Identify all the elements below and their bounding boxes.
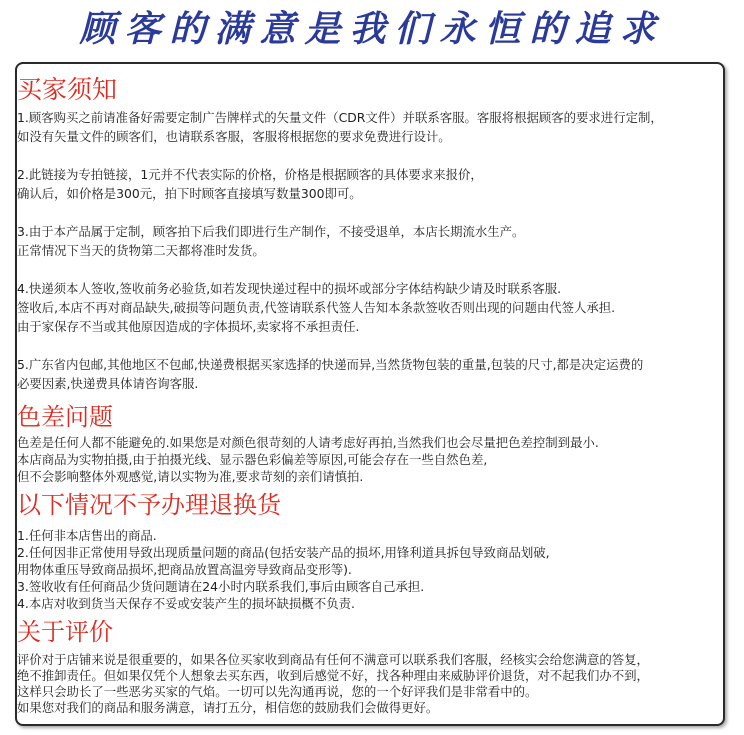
no-return-line-2: 2.任何因非正常使用导致出现质量问题的商品(包括安装产品的损坏,用锋利道具拆包导致商品划破, xyxy=(17,545,550,560)
notice-4-line-1: 4.快递须本人签收,签收前务必验货,如若发现快递过程中的损坏或部分字体结构缺少请及时联系客服. xyxy=(17,281,562,296)
no-return-line-4: 3.签收收有任何商品少货问题请在24小时内联系我们,事后由顾客自己承担. xyxy=(17,579,425,594)
notice-2-line-2: 确认后，如价格是300元，拍下时顾客直接填写数量300即可。 xyxy=(17,186,362,201)
banner xyxy=(0,0,744,58)
notice-1-line-1: 1.顾客购买之前请准备好需要定制广告牌样式的矢量文件（CDR文件）并联系客服。客服将根据顾客的要求进行定制， xyxy=(17,110,663,125)
section-title-no-return: 以下情况不予办理退换货 xyxy=(17,491,281,519)
color-diff-line-1: 色差是任何人都不能避免的.如果您是对颜色很苛刻的人请考虑好再拍,当然我们也会尽量把色差控制到最小. xyxy=(17,435,599,450)
notice-4-line-2: 签收后,本店不再对商品缺失,破损等问题负责,代签请联系代签人告知本条款签收否则出现的问题由代签人承担. xyxy=(17,300,616,315)
no-return-line-5: 4.本店对收到货当天保存不妥或安装产生的损坏缺损概不负责. xyxy=(17,596,355,611)
review-line-4: 如果您对我们的商品和服务满意，请打五分，相信您的鼓励我们会做得更好。 xyxy=(17,700,439,715)
no-return-line-1: 1.任何非本店售出的商品. xyxy=(17,528,157,543)
notice-1-line-2: 如没有矢量文件的顾客们，也请联系客服，客服将根据您的要求免费进行设计。 xyxy=(17,129,451,144)
section-title-color-diff: 色差问题 xyxy=(17,403,113,431)
color-diff-line-2: 本店商品为实物拍摄,由于拍摄光线、显示器色彩偏差等原因,可能会存在一些自然色差, xyxy=(17,452,488,467)
section-title-review: 关于评价 xyxy=(17,618,113,646)
notice-5-line-2: 必要因素,快递费具体请咨询客服. xyxy=(17,376,199,391)
notice-3-line-1: 3.由于本产品属于定制，顾客拍下后我们即进行生产制作，不接受退单，本店长期流水生产。 xyxy=(17,224,525,239)
banner-title: 顾客的满意是我们永恒的追求 xyxy=(79,8,665,50)
notice-5-line-1: 5.广东省内包邮,其他地区不包邮,快递费根据买家选择的快递而异,当然货物包装的重量,包装的尺寸,都是决定运费的 xyxy=(17,357,644,372)
section-title-buyer-notice: 买家须知 xyxy=(17,75,118,104)
review-line-1: 评价对于店铺来说是很重要的，如果各位买家收到商品有任何不满意可以联系我们客服，经核实会给您满意的答复， xyxy=(17,652,649,667)
no-return-line-3: 用物体重压导致商品损坏,把商品放置高温旁导致商品变形等). xyxy=(17,562,352,577)
notice-3-line-2: 正常情况下当天的货物第二天都将准时发货。 xyxy=(17,243,265,258)
color-diff-line-3: 但不会影响整体外观感觉,请以实物为准,要求苛刻的亲们请慎拍. xyxy=(17,469,364,484)
review-line-2: 绝不推卸责任。但如果仅凭个人想象去买东西，收到后感觉不好，找各种理由来威胁评价退货，对不起我们办不到， xyxy=(17,668,649,683)
notice-2-line-1: 2.此链接为专拍链接，1元并不代表实际的价格，价格是根据顾客的具体要求来报价， xyxy=(17,167,483,182)
review-line-3: 这样只会助长了一些恶劣买家的气焰。一切可以先沟通再说，您的一个好评我们是非常看中的。 xyxy=(17,684,538,699)
notice-4-line-3: 由于家保存不当或其他原因造成的字体损坏,卖家将不承担责任. xyxy=(17,319,360,334)
